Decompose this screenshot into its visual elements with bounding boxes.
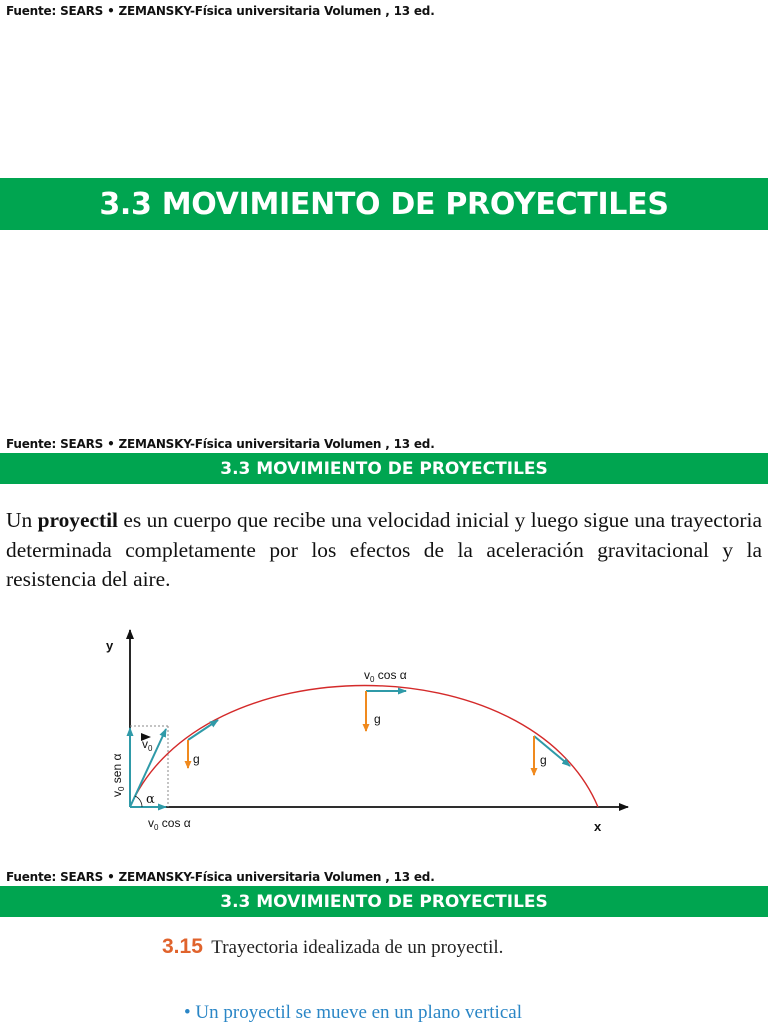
slide-title-band [0,178,768,230]
v0-cos-alpha-label-bottom: $v_0$ cos α [148,816,191,832]
bullet-point: • Un proyectil se mueve en un plano vertical [184,1002,522,1023]
angle-arc [135,796,142,807]
trajectory-curve [130,686,598,808]
projectile-trajectory-figure [100,625,640,840]
figure-number: 3.15 [162,935,203,958]
gravity-label: g [374,712,381,726]
figure-caption [162,935,522,960]
slide-title: 3.3 MOVIMIENTO DE PROYECTILES [99,186,669,222]
v0-cos-alpha-label-apex: $v_0$ cos α [364,668,407,684]
slide-title-band [0,886,768,917]
figure-caption-text: Trayectoria idealizada de un proyectil. [211,937,504,958]
slide-title-band [0,453,768,484]
intro-paragraph [6,506,762,595]
intro-text-rest: es un cuerpo que recibe una velocidad inicial y luego sigue una trayectoria determinada completamente por los efectos de la aceleración gravitacional y la resistencia del aire. [6,508,762,591]
y-axis-label: y [106,638,114,653]
gravity-label: g [193,752,200,766]
source-citation: Fuente: SEARS • ZEMANSKY-Física universitaria Volumen , 13 ed. [6,437,435,451]
term-proyectil: proyectil [37,508,118,532]
v0-label: $v_0$ [142,737,153,753]
velocity-arrow [188,720,218,740]
angle-label: α [146,792,155,807]
intro-text-start: Un [6,508,38,532]
slide-title: 3.3 MOVIMIENTO DE PROYECTILES [220,458,548,479]
gravity-label: g [540,753,547,767]
slide-title: 3.3 MOVIMIENTO DE PROYECTILES [220,891,548,912]
source-citation: Fuente: SEARS • ZEMANSKY-Física universitaria Volumen , 13 ed. [6,4,435,18]
source-citation: Fuente: SEARS • ZEMANSKY-Física universitaria Volumen , 13 ed. [6,870,435,884]
v0-sen-alpha-label: $v_0$ sen α [110,753,126,797]
x-axis-label: x [594,819,602,834]
